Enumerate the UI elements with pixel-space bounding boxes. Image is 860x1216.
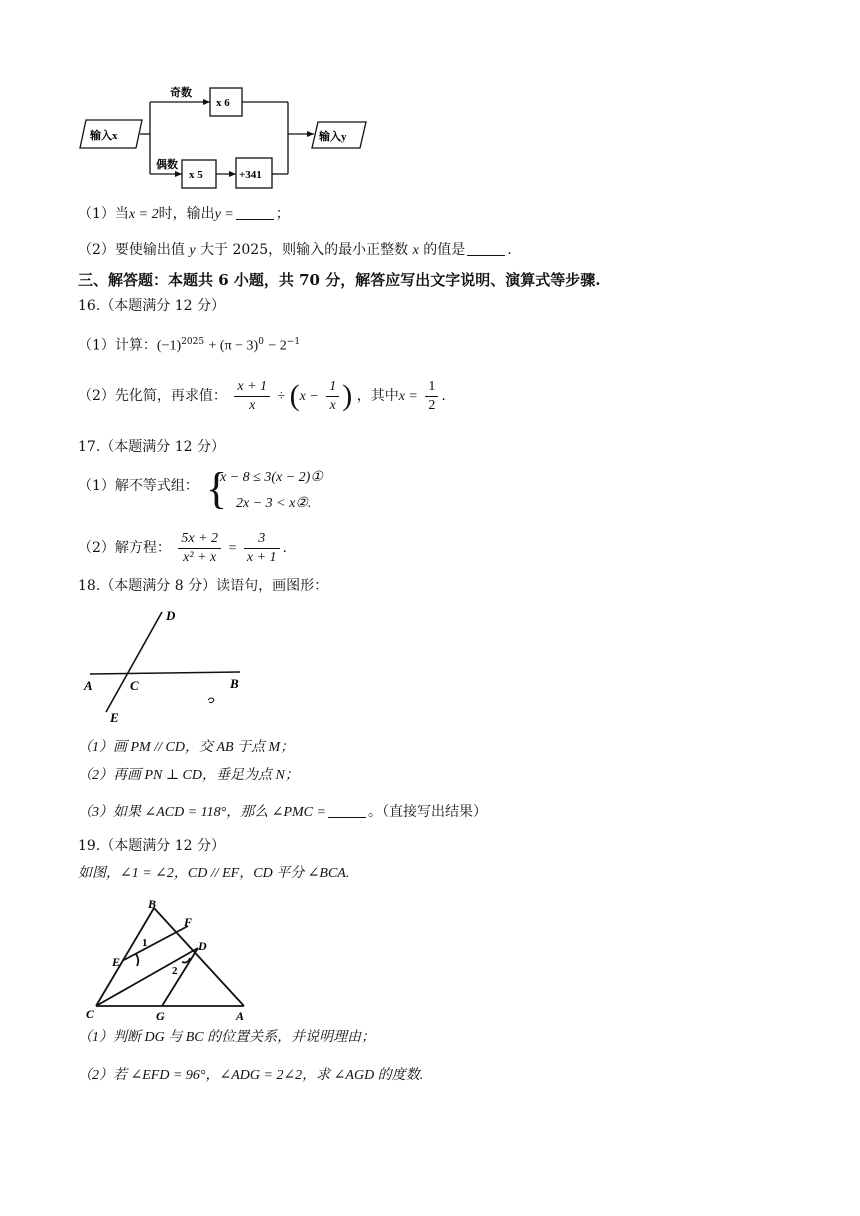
flow-odd-label: 奇数 (170, 87, 192, 99)
brace-icon: { (206, 464, 228, 513)
q19-figure (84, 896, 260, 1022)
q17-ineq2: 2x − 3 < x②. (236, 496, 312, 511)
label-E: E (110, 710, 119, 725)
q16-part1: （1）计算：$(-1)^{2025} + (\pi - 3)^0 - 2^{-1}$ (78, 337, 301, 354)
flowchart-figure (78, 80, 378, 200)
q15-part1: （1）当x = 2时，输出y = ； (78, 206, 290, 222)
q18-part3: （3）如果 ∠ACD = 118°，那么 ∠PMC = 。（直接写出结果） (78, 804, 487, 820)
q19-part1: （1）判断 DG 与 BC 的位置关系，并说明理由； (78, 1030, 376, 1045)
label-A: A (236, 1009, 245, 1022)
label-2: 2 (172, 965, 178, 977)
answer-blank[interactable] (236, 205, 274, 220)
q16-part2: （2）先化简，再求值： $\frac{x + 1}{x}$ ÷ (x − $\frac{1}{x}$ ) ，其中x = $\frac{1}{2}$ . (78, 378, 446, 413)
flow-box-x6: x 6 (216, 97, 230, 109)
label-D: D (166, 608, 176, 623)
q16-header: 16.（本题满分 12 分） (78, 298, 225, 314)
label-D: D (198, 939, 207, 953)
q15-part2: （2）要使输出值 y 大于 2025，则输入的最小正整数 x 的值是 . (78, 242, 512, 258)
flow-even-label: 偶数 (156, 159, 178, 171)
label-1: 1 (142, 937, 148, 949)
q19-part2: （2）若 ∠EFD = 96°，∠ADG = 2∠2，求 ∠AGD 的度数. (78, 1068, 424, 1083)
flow-output-label: 输入y (319, 131, 347, 143)
label-F: F (184, 915, 193, 929)
label-G: G (156, 1009, 165, 1022)
answer-blank[interactable] (328, 803, 366, 818)
section-heading: 三、解答题：本题共 6 小题，共 70 分，解答应写出文字说明、演算式等步骤. (78, 271, 601, 289)
q17-part2: （2）解方程： $\frac{5x + 2}{\text{x² + x}}$ = $\frac{3}{x + 1}$ . (78, 530, 287, 565)
label-A: A (84, 678, 93, 693)
q18-part2: （2）再画 PN ⊥ CD，垂足为点 N； (78, 768, 299, 783)
flow-input-label: 输入x (90, 130, 118, 142)
flow-box-x5: x 5 (189, 169, 203, 181)
q18-figure (78, 604, 258, 728)
label-E: E (112, 955, 121, 969)
label-C: C (86, 1007, 95, 1021)
label-B: B (230, 676, 239, 691)
flow-box-plus341: +341 (239, 169, 262, 181)
label-C: C (130, 678, 139, 693)
q18-part1: （1）画 PM // CD，交 AB 于点 M； (78, 740, 295, 755)
q17-ineq1: x − 8 ≤ 3(x − 2)① (220, 470, 323, 485)
q19-header: 19.（本题满分 12 分） (78, 838, 225, 854)
q19-intro: 如图，∠1 = ∠2，CD // EF，CD 平分 ∠BCA. (78, 866, 350, 881)
q17-header: 17.（本题满分 12 分） (78, 439, 225, 455)
answer-blank[interactable] (467, 241, 505, 256)
q17-part1-label: （1）解不等式组： (78, 478, 199, 494)
label-B: B (148, 897, 157, 911)
q18-header: 18.（本题满分 8 分）读语句，画图形： (78, 578, 329, 594)
